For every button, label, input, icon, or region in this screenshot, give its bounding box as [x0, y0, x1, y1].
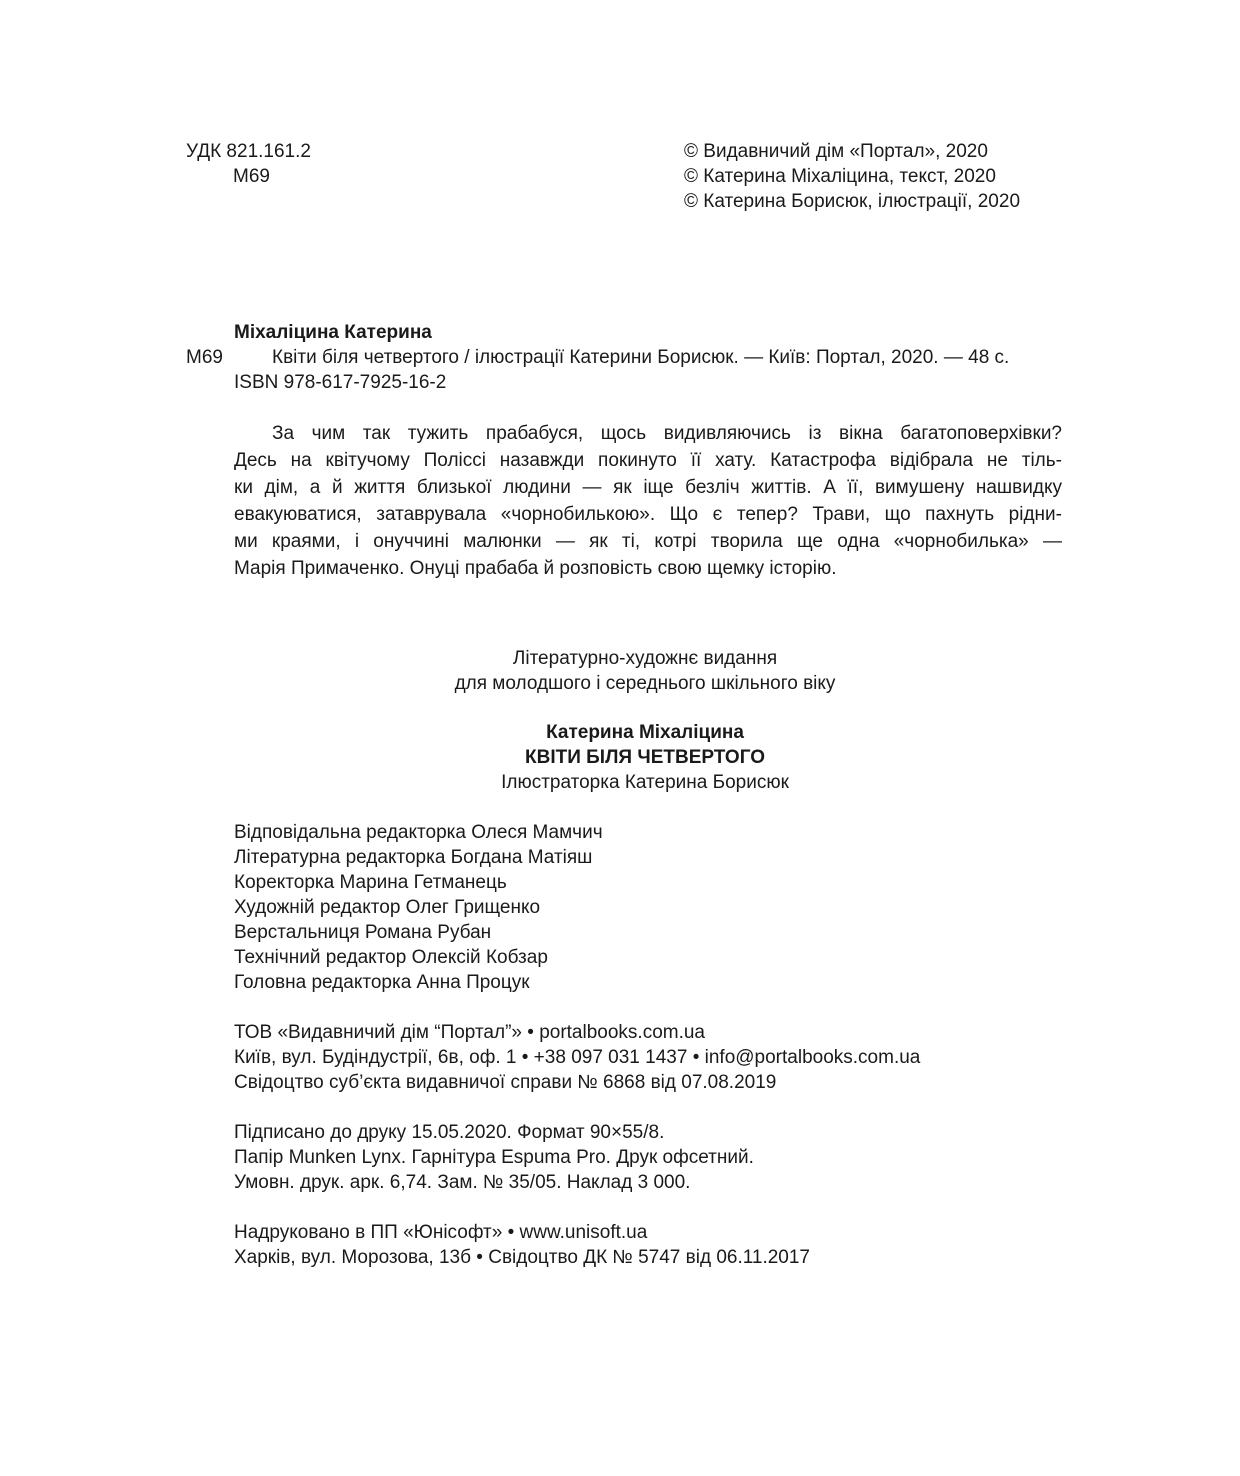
book-abstract: [234, 420, 1062, 582]
credit-line: Головна редакторка Анна Процук: [234, 972, 530, 993]
publisher-line: ТОВ «Видавничий дім “Портал”» • portalbooks.com.ua: [234, 1022, 706, 1043]
edition-audience: для молодшого і середнього шкільного віку: [454, 673, 836, 694]
abstract-line: евакуюватися, затаврувала «чорнобилькою». Що є тепер? Трави, що пахнуть рідни-: [234, 504, 1062, 525]
abstract-line: Десь на квітучому Поліссі назавжди покинуто її хату. Катастрофа відібрала не тіль-: [234, 450, 1062, 471]
abstract-line: За чим так тужить прабабуся, щось видивляючись із вікна багатоповерхівки?: [272, 423, 1062, 444]
printer-line: Харків, вул. Морозова, 13б • Свідоцтво ДК № 5747 від 06.11.2017: [234, 1247, 811, 1268]
abstract-line: ки дім, а й життя близької людини — як іще безліч життів. А її, вимушену нашвидку: [234, 477, 1062, 498]
abstract-line: ми краями, і онуччині малюнки — як ті, котрі творила ще одна «чорнобилька» —: [234, 531, 1062, 552]
udk-index: УДК 821.161.2: [186, 141, 311, 162]
credit-line: Технічний редактор Олексій Кобзар: [234, 947, 548, 968]
copyright-publisher: © Видавничий дім «Портал», 2020: [684, 141, 988, 162]
edition-author: Катерина Міхаліцина: [546, 722, 744, 743]
udk-author-code: М69: [233, 166, 270, 187]
publisher-line: Свідоцтво суб’єкта видавничої справи № 6868 від 07.08.2019: [234, 1072, 777, 1093]
catalog-isbn: ISBN 978-617-7925-16-2: [234, 372, 447, 393]
credit-line: Художній редактор Олег Грищенко: [234, 897, 541, 918]
print-info-line: Підписано до друку 15.05.2020. Формат 90×55/8.: [234, 1122, 665, 1143]
edition-illustrator: Ілюстраторка Катерина Борисюк: [501, 772, 789, 793]
credit-line: Відповідальна редакторка Олеся Мамчич: [234, 822, 603, 843]
copyright-illustrations: © Катерина Борисюк, ілюстрації, 2020: [684, 191, 1021, 212]
print-info-line: Папір Munken Lynx. Гарнітура Espuma Pro. Друк офсетний.: [234, 1147, 754, 1168]
catalog-title-line: Квіти біля четвертого / ілюстрації Катерини Борисюк. — Київ: Портал, 2020. — 48 с.: [272, 347, 1010, 368]
copyright-text: © Катерина Міхаліцина, текст, 2020: [684, 166, 996, 187]
credit-line: Літературна редакторка Богдана Матіяш: [234, 847, 593, 868]
catalog-code: М69: [186, 347, 223, 368]
credit-line: Коректорка Марина Гетманець: [234, 872, 507, 893]
print-info-line: Умовн. друк. арк. 6,74. Зам. № 35/05. Наклад 3 000.: [234, 1172, 691, 1193]
edition-type: Літературно-художнє видання: [512, 648, 778, 669]
printer-line: Надруковано в ПП «Юнісофт» • www.unisoft.ua: [234, 1222, 648, 1243]
edition-title: КВІТИ БІЛЯ ЧЕТВЕРТОГО: [525, 747, 765, 768]
publisher-line: Київ, вул. Будіндустрії, 6в, оф. 1 • +38 097 031 1437 • info@portalbooks.com.ua: [234, 1047, 921, 1068]
catalog-author: Міхаліцина Катерина: [234, 322, 432, 343]
abstract-line: Марія Примаченко. Онуці прабаба й розповість свою щемку історію.: [234, 558, 837, 579]
credit-line: Верстальниця Романа Рубан: [234, 922, 492, 943]
